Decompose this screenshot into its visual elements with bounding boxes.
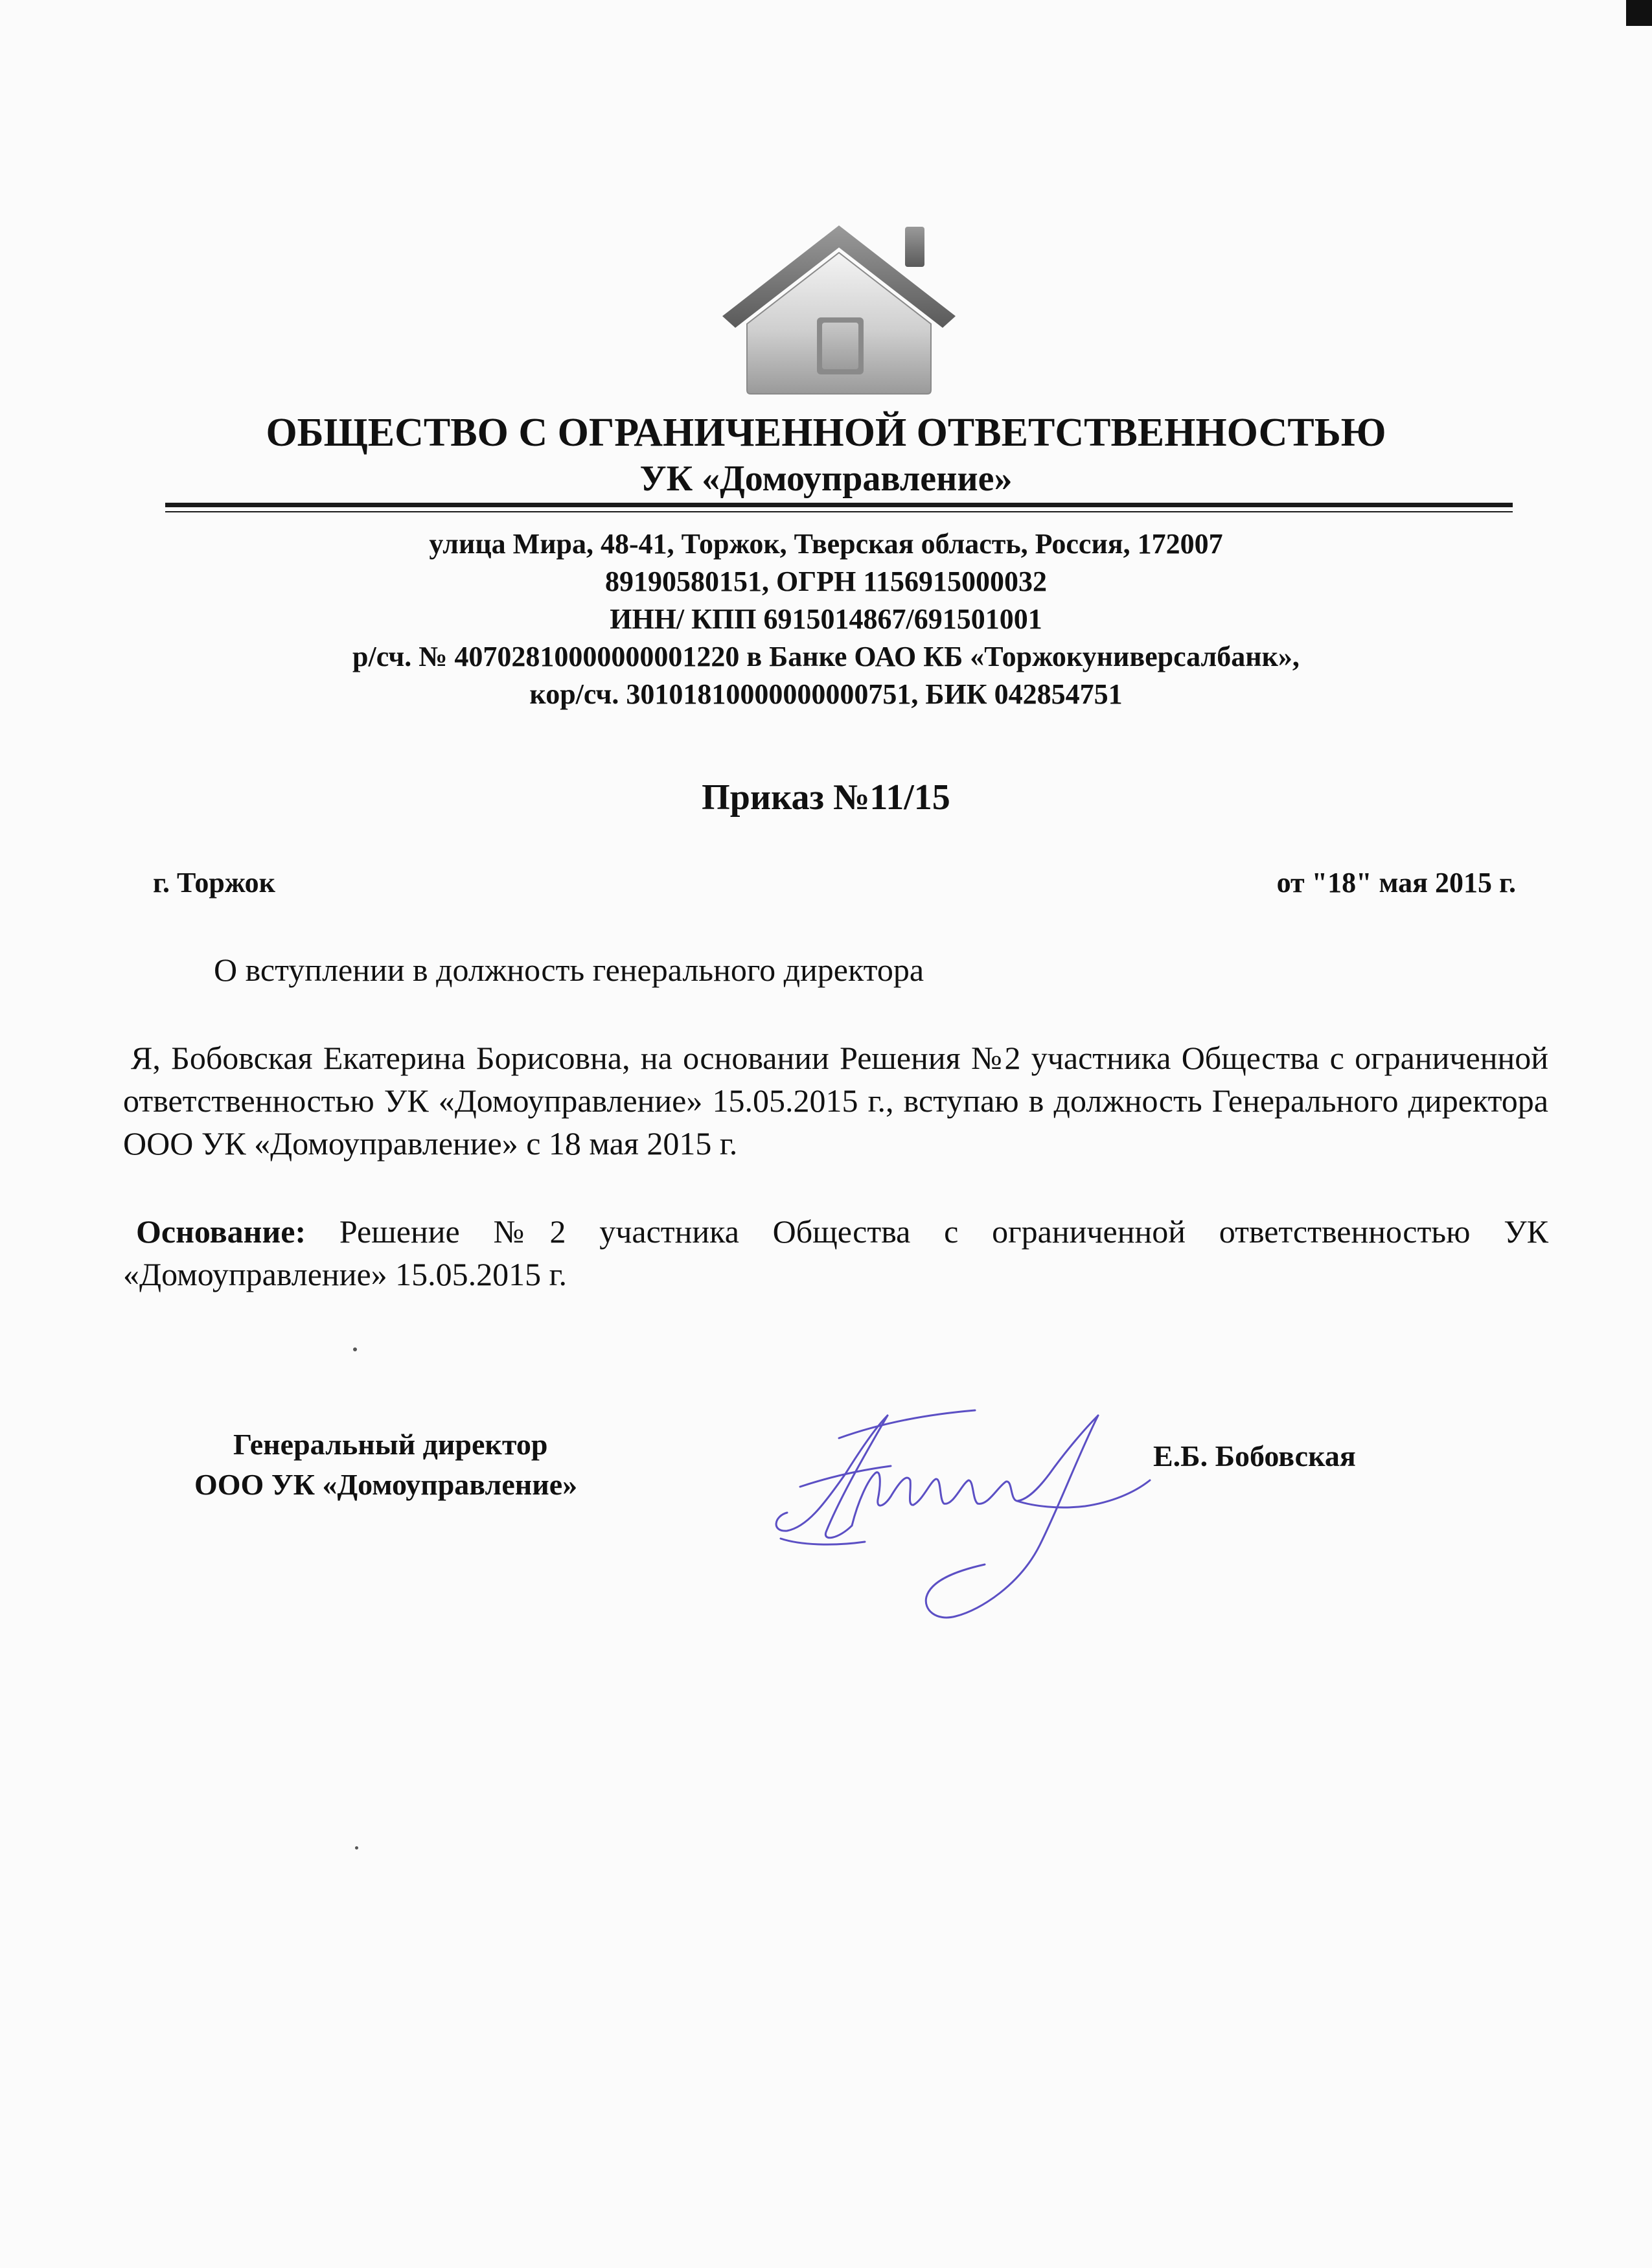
order-subject: О вступлении в должность генерального директора bbox=[214, 952, 924, 988]
scan-edge-mark bbox=[1626, 0, 1652, 26]
inn-kpp-line: ИНН/ КПП 6915014867/691501001 bbox=[610, 603, 1042, 635]
signer-name: Е.Б. Бобовская bbox=[1153, 1439, 1356, 1472]
basis-label: Основание: bbox=[136, 1213, 306, 1250]
basis-text: Решение №2 участника Общества с ограниченной ответственностью УК «Домоуправление» 15.05.2015 г. bbox=[123, 1213, 1548, 1292]
scan-speck bbox=[353, 1347, 357, 1351]
order-city: г. Торжок bbox=[153, 867, 276, 899]
house-icon bbox=[716, 220, 962, 395]
organization-name: УК «Домоуправление» bbox=[639, 459, 1013, 499]
order-date: от "18" мая 2015 г. bbox=[1276, 867, 1516, 899]
bank-account-line: р/сч. № 40702810000000001220 в Банке ОАО КБ «Торжокуниверсалбанк», bbox=[352, 641, 1300, 672]
order-basis bbox=[123, 1210, 1548, 1296]
address-line: улица Мира, 48-41, Торжок, Тверская область, Россия, 172007 bbox=[429, 528, 1223, 560]
order-body: Я, Бобовская Екатерина Борисовна, на основании Решения №2 участника Общества с ограниченной ответственностью УК «Домоуправление» 15.05.2015 г., вступаю в должность Генерального директора ООО УК «Домоуправление» с 18 мая 2015 г. bbox=[123, 1040, 1548, 1162]
correspondent-account-line: кор/сч. 30101810000000000751, БИК 042854751 bbox=[529, 678, 1123, 710]
organization-type: ОБЩЕСТВО С ОГРАНИЧЕННОЙ ОТВЕТСТВЕННОСТЬЮ bbox=[266, 411, 1386, 455]
signatory-organization: ООО УК «Домоуправление» bbox=[194, 1468, 578, 1501]
scan-speck bbox=[355, 1846, 358, 1850]
signatory-position: Генеральный директор bbox=[233, 1428, 548, 1461]
handwritten-signature bbox=[761, 1377, 1163, 1623]
phone-ogrn-line: 89190580151, ОГРН 1156915000032 bbox=[605, 566, 1047, 597]
order-title: Приказ №11/15 bbox=[702, 777, 950, 818]
header-divider bbox=[165, 503, 1513, 507]
header-divider-thin bbox=[165, 511, 1513, 512]
